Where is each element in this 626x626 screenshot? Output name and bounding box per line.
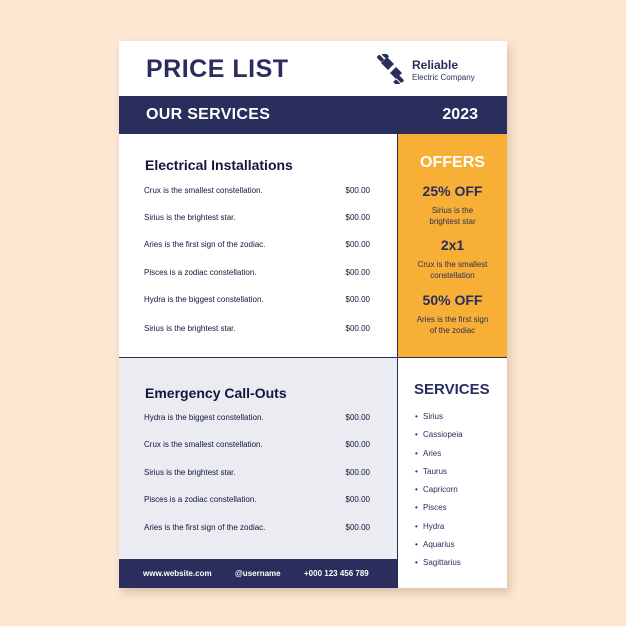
list-item: • Aries [415,448,442,458]
title-band [119,96,507,134]
row-price: $00.00 [345,295,370,304]
offers-panel [398,134,507,357]
price-row [144,468,370,480]
offer-value: 25% OFF [422,183,483,199]
row-label: Aries is the first sign of the zodiac. [144,523,266,532]
list-item: • Hydra [415,521,445,531]
band-year: 2023 [442,106,478,123]
offer-value: 2x1 [440,237,465,253]
price-row [144,413,370,425]
row-price: $00.00 [345,468,370,477]
list-item: • Cassiopeia [415,430,463,440]
row-price: $00.00 [345,324,370,333]
brand-name: Reliable [412,58,459,72]
price-row [144,240,370,252]
row-price: $00.00 [345,495,370,504]
price-row [144,186,370,198]
section-title: Electrical Installations [145,157,293,173]
list-item: • Pisces [415,503,447,513]
offer-desc-line: Crux is the smallest [417,260,488,269]
electrical-section [119,134,398,358]
list-item: • Sagittarius [415,558,461,568]
social-username[interactable]: @username [235,569,281,578]
row-price: $00.00 [345,268,370,277]
price-row [144,440,370,452]
row-label: Crux is the smallest constellation. [144,186,263,195]
row-price: $00.00 [345,440,370,449]
list-item: • Capricorn [415,485,458,495]
offers-title: OFFERS [420,154,485,171]
row-price: $00.00 [345,213,370,222]
price-row [144,324,370,336]
row-price: $00.00 [345,186,370,195]
section-divider [119,357,507,358]
price-row [144,295,370,307]
plug-connector-icon [375,54,407,84]
offer-desc-line: brightest star [429,217,476,226]
offer-description [408,205,497,227]
row-label: Crux is the smallest constellation. [144,440,263,449]
offer-description [408,259,497,281]
column-divider [397,134,398,588]
services-list [415,412,463,577]
price-row [144,213,370,225]
list-item: • Sirius [415,412,444,421]
offer-desc-line: Sirius is the [431,206,474,215]
services-title: SERVICES [414,381,490,398]
contact-footer [119,559,398,588]
list-item: • Taurus [415,466,448,476]
band-heading: OUR SERVICES [146,106,271,123]
price-list-flyer [119,41,507,588]
price-row [144,523,370,535]
row-price: $00.00 [345,523,370,532]
row-price: $00.00 [345,240,370,249]
section-title: Emergency Call-Outs [145,385,287,401]
offer-desc-line: of the zodiac [429,326,476,335]
offer-desc-line: constellation [430,271,475,280]
row-label: Sirius is the brightest star. [144,324,236,333]
price-row [144,268,370,280]
row-label: Hydra is the biggest constellation. [144,295,264,304]
price-row [144,495,370,507]
page-title: PRICE LIST [146,55,289,83]
row-label: Hydra is the biggest constellation. [144,413,264,422]
list-item: • Aquarius [415,540,455,550]
row-price: $00.00 [345,413,370,422]
brand-subtitle: Electric Company [412,73,475,82]
offer-value: 50% OFF [422,292,483,308]
emergency-section [119,358,398,588]
row-label: Sirius is the brightest star. [144,468,236,477]
row-label: Aries is the first sign of the zodiac. [144,240,266,249]
offer-desc-line: Aries is the first sign [416,315,489,324]
offer-description [408,314,497,336]
row-label: Pisces is a zodiac constellation. [144,268,257,277]
row-label: Pisces is a zodiac constellation. [144,495,257,504]
row-label: Sirius is the brightest star. [144,213,236,222]
phone-number[interactable]: +000 123 456 789 [304,569,369,578]
website-link[interactable]: www.website.com [143,569,212,578]
